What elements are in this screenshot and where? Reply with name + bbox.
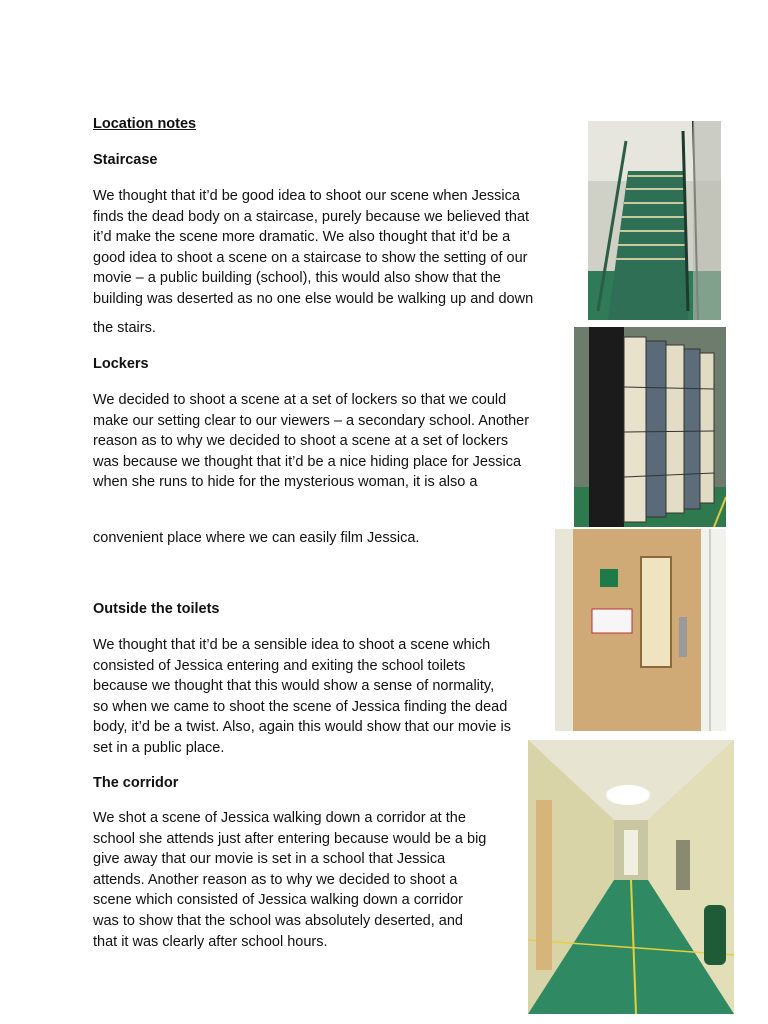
section-heading-lockers: Lockers bbox=[93, 356, 149, 372]
section-paragraph-toilets: We thought that it’d be a sensible idea to shoot a scene which consisted of Jessica entering and exiting the school toilets because we thought that this would show a sense of normality, so when we came to shoot the scene of Jessica finding the dead body, it’d be a twist. Also, again this would show that our movie is set in a public place. bbox=[93, 637, 512, 756]
section-paragraph-staircase: We thought that it’d be good idea to shoot our scene when Jessica finds the dead body on a staircase, purely because we believed that it’d make the scene more dramatic. We also thought that it’d be a good idea to shoot a scene on a staircase to show the setting of our movie – a public building (school), this would also show that the building was deserted as no one else would be walking up and down bbox=[93, 188, 534, 307]
section-paragraph-corridor: We shot a scene of Jessica walking down a corridor at the school she attends just after entering because would be a big give away that our movie is set in a school that Jessica attends. Another reason as to why we decided to shoot a scene which consisted of Jessica walking down a corridor was to show that the school was absolutely deserted, and that it was clearly after school hours. bbox=[93, 810, 487, 950]
corridor-photo bbox=[528, 740, 734, 1014]
document-title: Location notes bbox=[93, 116, 197, 132]
section-heading-corridor: The corridor bbox=[93, 775, 179, 791]
section-paragraph-lockers: We decided to shoot a scene at a set of lockers so that we could make our setting clear to our viewers – a secondary school. Another reason as to why we decided to shoot a scene at a set of lockers was because we thought that it’d be a nice hiding place for Jessica when she runs to hide for the mysterious woman, it is also a bbox=[93, 392, 530, 491]
lockers-photo bbox=[574, 327, 726, 527]
section-heading-staircase: Staircase bbox=[93, 152, 158, 168]
staircase-photo bbox=[588, 121, 721, 320]
toilet-door-photo bbox=[555, 529, 726, 731]
section-heading-toilets: Outside the toilets bbox=[93, 601, 220, 617]
section-continuation-lockers: convenient place where we can easily film Jessica. bbox=[93, 530, 420, 546]
section-continuation-staircase: the stairs. bbox=[93, 320, 156, 336]
